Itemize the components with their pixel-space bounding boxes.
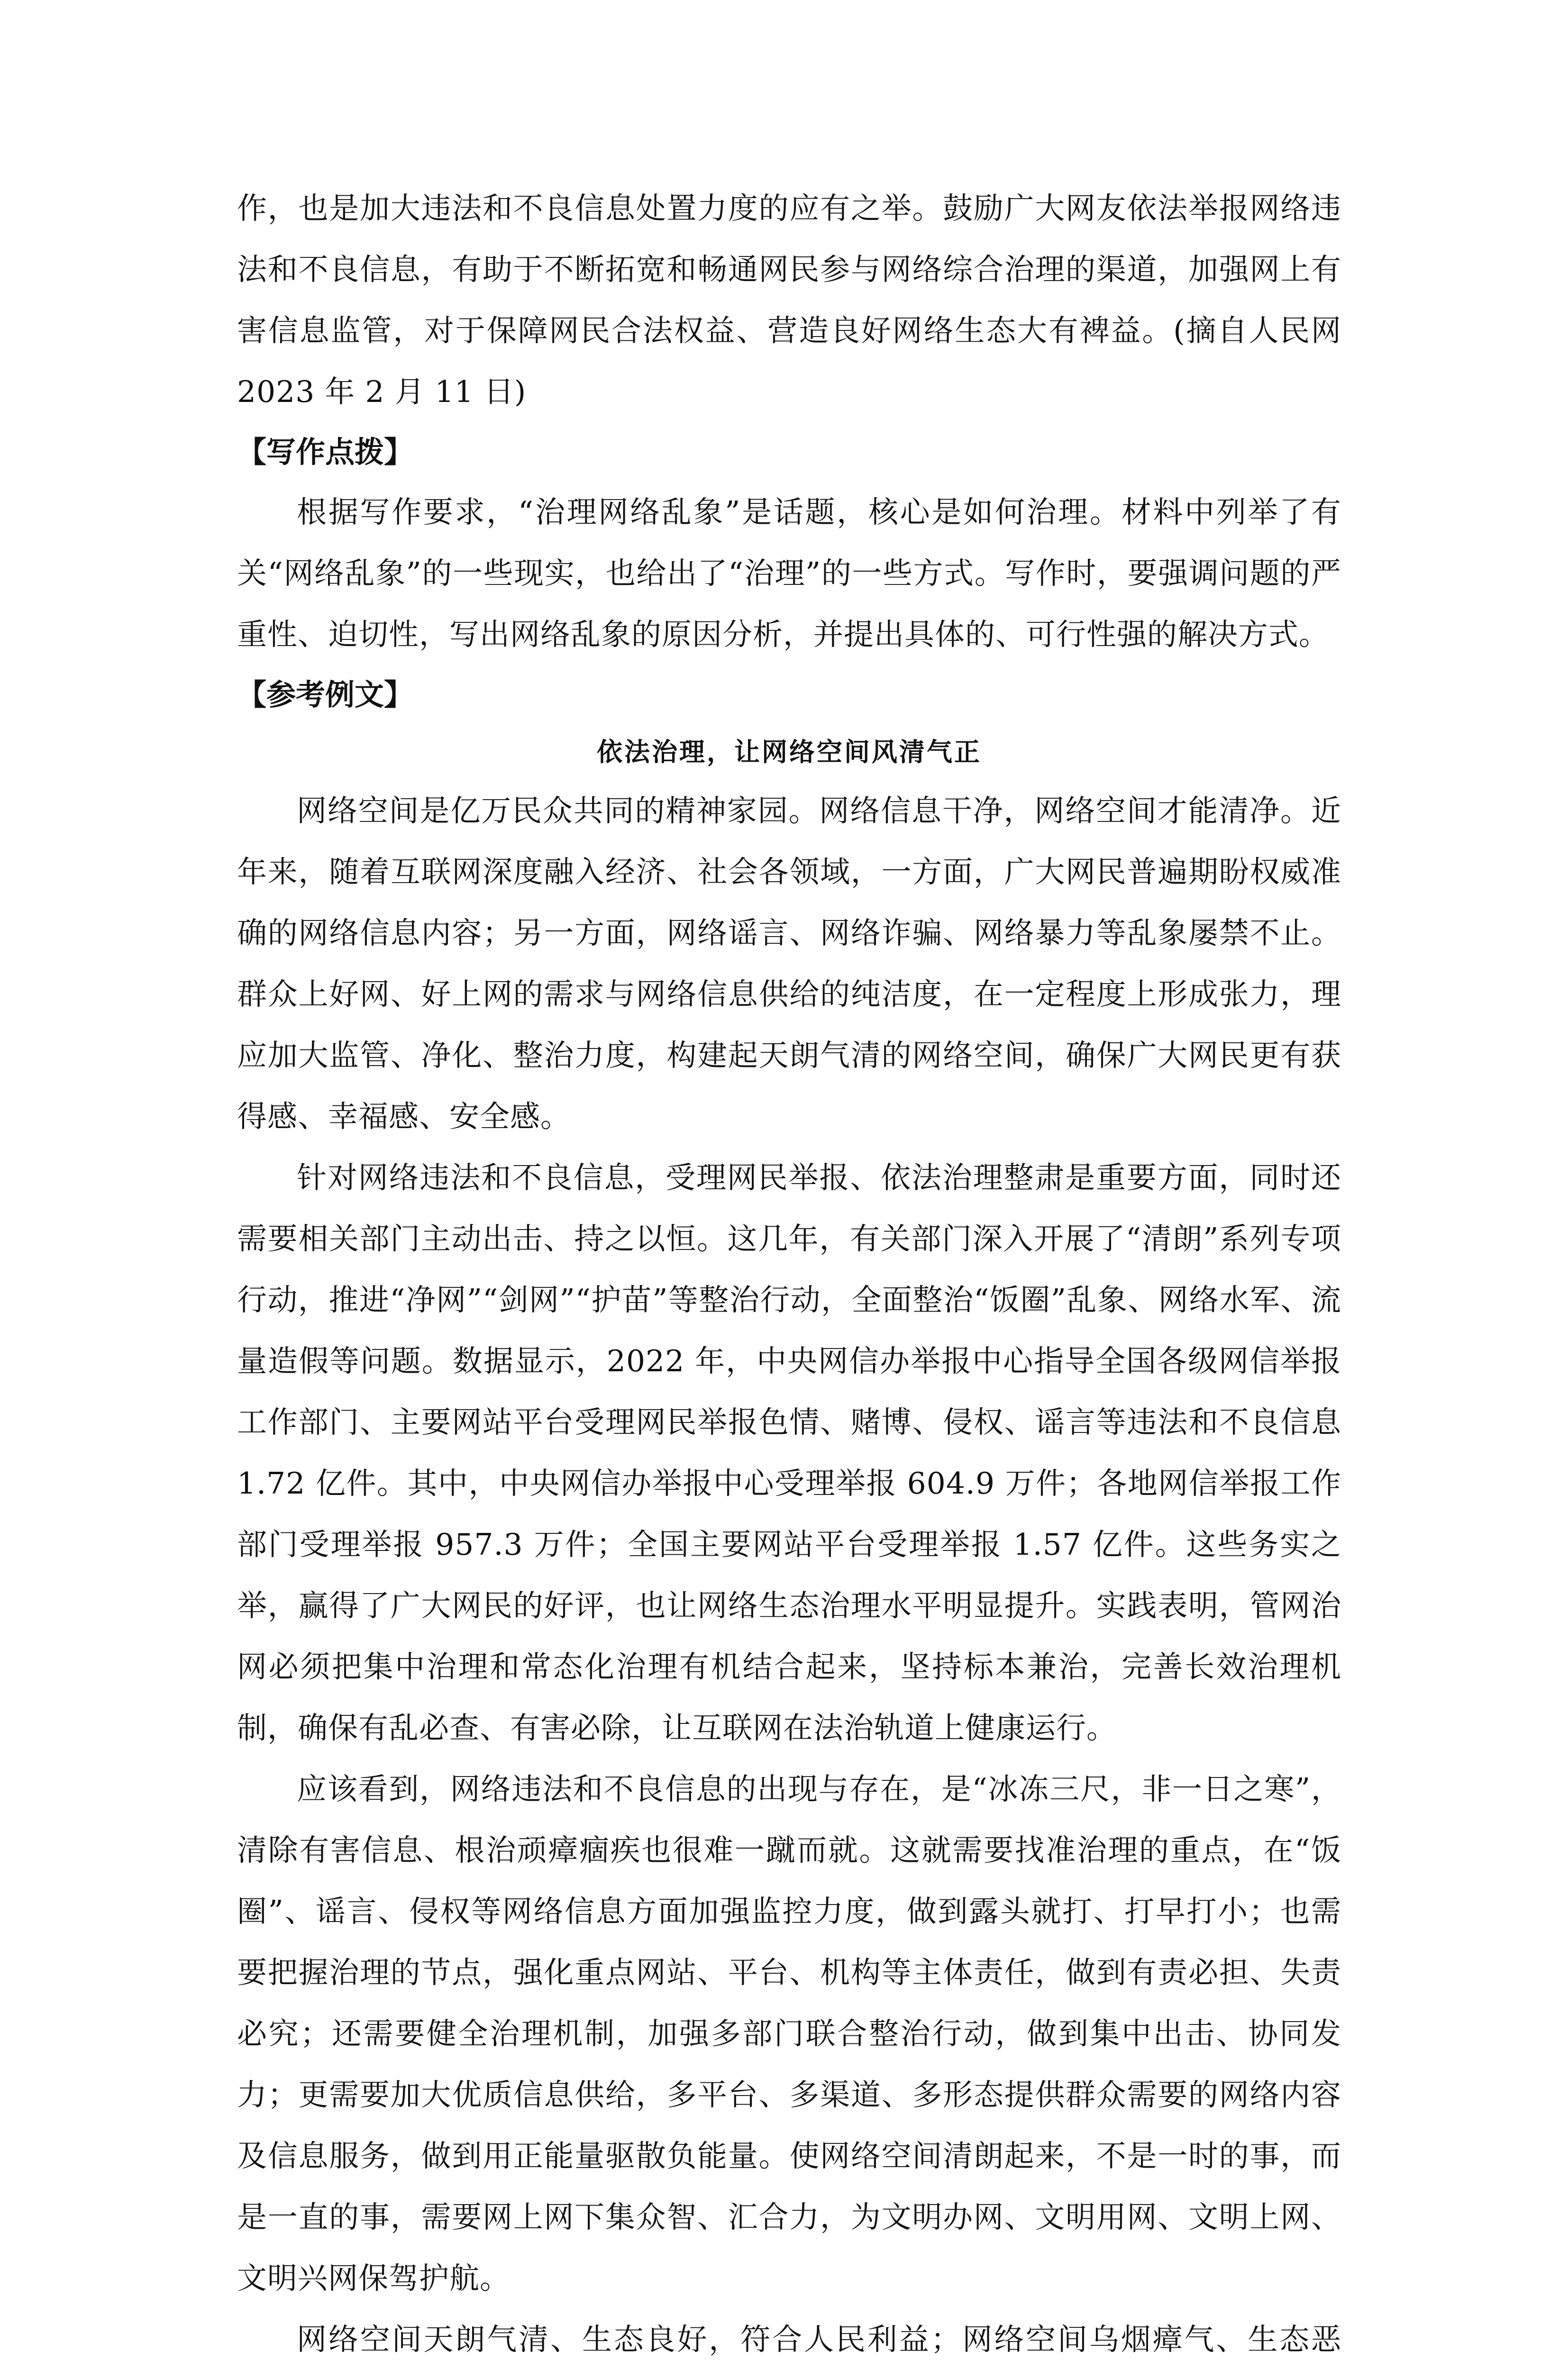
essay-paragraph-2: 针对网络违法和不良信息，受理网民举报、依法治理整肃是重要方面，同时还需要相关部门主动出击、持之以恒。这几年，有关部门深入开展了“清朗”系列专项行动，推进“净网”“剑网”“护苗”等整治行动，全面整治“饭圈”乱象、网络水军、流量造假等问题。数据显示，2022 年，中央网信办举报中心指导全国各级网信举报工作部门、主要网站平台受理网民举报色情、赌博、侵权、谣言等违法和不良信息 1.72 亿件。其中，中央网信办举报中心受理举报 604.9 万件；各地网信举报工作部门受理举报 957.3 万件；全国主要网站平台受理举报 1.57 亿件。这些务实之举，赢得了广大网民的好评，也让网络生态治理水平明显提升。实践表明，管网治网必须把集中治理和常态化治理有机结合起来，坚持标本兼治，完善长效治理机制，确保有乱必查、有害必除，让互联网在法治轨道上健康运行。 [237,1160,1341,1745]
intro-paragraph: 作，也是加大违法和不良信息处置力度的应有之举。鼓励广大网友依法举报网络违法和不良信息，有助于不断拓宽和畅通网民参与网络综合治理的渠道，加强网上有害信息监管，对于保障网民合法权益、营造良好网络生态大有裨益。(摘自人民网 2023 年 2 月 11 日) [237,191,1341,409]
sample-essay-section [237,665,1341,2370]
writing-tips-heading: 【写作点拨】 [237,435,414,469]
essay-paragraph-1: 网络空间是亿万民众共同的精神家园。网络信息干净，网络空间才能清净。近年来，随着互联网深度融入经济、社会各领域，一方面，广大网民普遍期盼权威准确的网络信息内容；另一方面，网络谣言、网络诈骗、网络暴力等乱象屡禁不止。群众上好网、好上网的需求与网络信息供给的纯洁度，在一定程度上形成张力，理应加大监管、净化、整治力度，构建起天朗气清的网络空间，确保广大网民更有获得感、幸福感、安全感。 [237,793,1341,1134]
writing-tips-section [237,422,1341,665]
essay-title: 依法治理，让网络空间风清气正 [597,737,982,767]
essay-paragraph-3: 应该看到，网络违法和不良信息的出现与存在，是“冰冻三尺，非一日之寒”，清除有害信息、根治顽瘴痼疾也很难一蹴而就。这就需要找准治理的重点，在“饭圈”、谣言、侵权等网络信息方面加强监控力度，做到露头就打、打早打小；也需要把握治理的节点，强化重点网站、平台、机构等主体责任，做到有责必担、失责必究；还需要健全治理机制，加强多部门联合整治行动，做到集中出击、协同发力；更需要加大优质信息供给，多平台、多渠道、多形态提供群众需要的网络内容及信息服务，做到用正能量驱散负能量。使网络空间清朗起来，不是一时的事，而是一直的事，需要网上网下集众智、汇合力，为文明办网、文明用网、文明上网、文明兴网保驾护航。 [237,1772,1341,2296]
essay-paragraph-4: 网络空间天朗气清、生态良好，符合人民利益；网络空间乌烟瘴气、生态恶 [297,2322,1341,2357]
writing-tips-body: 根据写作要求，“治理网络乱象”是话题，核心是如何治理。材料中列举了有关“网络乱象”的一些现实，也给出了“治理”的一些方式。写作时，要强调问题的严重性、迫切性，写出网络乱象的原因分析，并提出具体的、可行性强的解决方式。 [237,495,1341,652]
document-page [237,178,1341,2370]
sample-essay-heading: 【参考例文】 [237,677,414,712]
